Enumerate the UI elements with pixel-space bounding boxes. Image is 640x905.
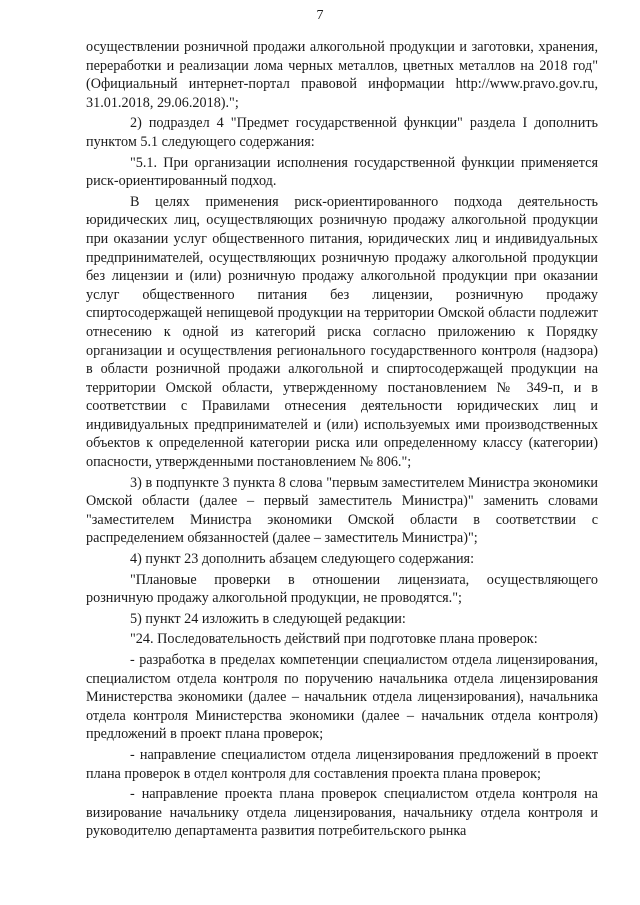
list-item-submission: - направление специалистом отдела лицензирования предложений в проект плана проверок в отдел контроля для составления проекта плана проверок; <box>86 746 598 782</box>
paragraph-item-4: 4) пункт 23 дополнить абзацем следующего содержания: <box>130 551 475 568</box>
paragraph-planned-inspections: "Плановые проверки в отношении лицензиата, осуществляющего розничную продажу алкогольной продукции, не проводятся."; <box>86 571 598 607</box>
page-number: 7 <box>316 8 324 23</box>
paragraph-clause-24: "24. Последовательность действий при подготовке плана проверок: <box>130 631 538 648</box>
paragraph-item-3: 3) в подпункте 3 пункта 8 слова "первым заместителем Министра экономики Омской области (далее – первый заместитель Министра)" заменить словами "заместителем Министра экономики Омской области в соответствии с распределением обязанностей (далее – заместитель Министра)"; <box>86 474 598 547</box>
paragraph-clause-5-1: "5.1. При организации исполнения государственной функции применяется риск-ориентированный подход. <box>86 154 598 190</box>
paragraph-continuation: осуществлении розничной продажи алкогольной продукции и заготовки, хранения, переработки и реализации лома черных металлов, цветных металлов на 2018 год" (Официальный интернет-портал правовой информации http://www.pravo.gov.ru, 31.01.2018, 29.06.2018)."; <box>86 39 598 111</box>
paragraph-item-2: 2) подраздел 4 "Предмет государственной функции" раздела I дополнить пунктом 5.1 следующего содержания: <box>86 115 598 150</box>
paragraph-risk-approach: В целях применения риск-ориентированного подхода деятельность юридических лиц, осуществляющих розничную продажу алкогольной продукции при оказании услуг общественного питания, юридических лиц и индивидуальных предпринимателей, осуществляющих розничную продажу алкогольной продукции без лицензии и (или) розничную продажу алкогольной продукции при оказании услуг общественного питания без лицензии, розничную продажу спиртосодержащей непищевой продукции на территории Омской области подлежит отнесению к одной из категорий риска согласно приложению к Порядку организации и осуществления регионального государственного контроля (надзора) в области розничной продажи алкогольной и спиртосодержащей продукции на территории Омской области, утвержденному постановлением № 349-п, и в соответствии с Правилами отнесения деятельности юридических лиц и индивидуальных предпринимателей и (или) используемых ими производственных объектов к определенной категории риска или определенному классу (категории) опасности, утвержденными постановлением № 806."; <box>86 193 598 471</box>
document-body <box>86 38 598 841</box>
list-item-development: - разработка в пределах компетенции специалистом отдела лицензирования, специалистом отдела контроля по поручению начальника отдела лицензирования Министерства экономики (далее – начальник отдела лицензирования), начальника отдела контроля Министерства экономики (далее – начальник отдела контроля) предложений в проект плана проверок; <box>86 652 598 743</box>
paragraph-item-5: 5) пункт 24 изложить в следующей редакции: <box>130 610 406 627</box>
list-item-approval: - направление проекта плана проверок специалистом отдела контроля на визирование начальнику отдела лицензирования, начальнику отдела контроля и руководителю департамента развития потребительского рынка <box>86 786 598 840</box>
